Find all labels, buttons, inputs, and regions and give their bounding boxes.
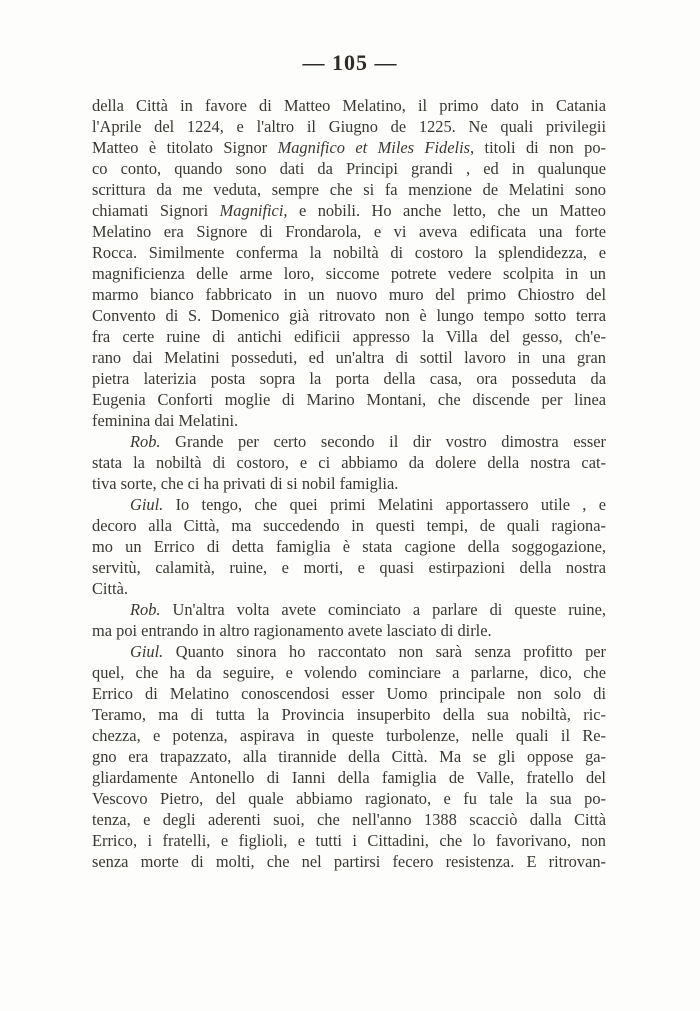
line-text: tiva sorte, che ci ha privati di si nobil famiglia. (92, 474, 399, 493)
line-text: decoro alla Città, ma succedendo in questi tempi, de quali ragiona- (92, 516, 606, 535)
line-text: gno era trapazzato, alla tirannide della Città. Ma se gli oppose ga- (92, 747, 606, 766)
line-text: co conto, quando sono dati da Principi grandi , ed in qualunque (92, 159, 606, 178)
text-line (92, 221, 606, 242)
text-line (92, 620, 606, 641)
text-line (92, 116, 606, 137)
line-text: , titoli di non po- (470, 138, 606, 157)
text-line (92, 158, 606, 179)
line-text: stata la nobiltà di costoro, e ci abbiamo da dolere della nostra cat- (92, 453, 606, 472)
italic-text: Magnifici (219, 201, 284, 220)
speaker-label: Rob. (130, 432, 161, 451)
line-text: Errico di Melatino conoscendosi esser Uomo principale non solo di (92, 684, 606, 703)
text-line (92, 704, 606, 725)
text-line (92, 788, 606, 809)
text-line (92, 578, 606, 599)
line-text: Eugenia Conforti moglie di Marino Montani, che discende per linea (92, 390, 606, 409)
text-line (92, 599, 606, 620)
speaker-label: Rob. (130, 600, 161, 619)
text-line (92, 746, 606, 767)
text-line (92, 641, 606, 662)
text-line (92, 95, 606, 116)
text-line (92, 851, 606, 872)
line-text: Vescovo Pietro, del quale abbiamo ragionato, e fu tale la sua po- (92, 789, 606, 808)
line-text: scrittura da me veduta, sempre che si fa menzione de Melatini sono (92, 180, 606, 199)
line-text: Io tengo, che quei primi Melatini apportassero utile , e (163, 495, 606, 514)
line-text: pietra laterizia posta sopra la porta della casa, ora posseduta da (92, 369, 606, 388)
line-text: Città. (92, 579, 128, 598)
text-line (92, 473, 606, 494)
text-line (92, 326, 606, 347)
text-line (92, 242, 606, 263)
text-line (92, 830, 606, 851)
line-text: mo un Errico di detta famiglia è stata cagione della soggogazione, (92, 537, 606, 556)
text-line (92, 536, 606, 557)
text-line (92, 305, 606, 326)
text-line (92, 368, 606, 389)
body-text (92, 95, 606, 872)
line-text: marmo bianco fabbricato in un nuovo muro del primo Chiostro del (92, 285, 606, 304)
text-line (92, 725, 606, 746)
line-text: rano dai Melatini posseduti, ed un'altra di sottil lavoro in una gran (92, 348, 606, 367)
line-text: Rocca. Similmente conferma la nobiltà di costoro la splendidezza, e (92, 243, 606, 262)
line-text: servitù, calamità, ruine, e morti, e quasi estirpazioni della nostra (92, 558, 606, 577)
line-text: chezza, e potenza, aspirava in queste turbolenze, nelle quali il Re- (92, 726, 606, 745)
line-text: Matteo è titolato Signor (92, 138, 278, 157)
text-line (92, 683, 606, 704)
line-text: , e nobili. Ho anche letto, che un Matteo (283, 201, 606, 220)
line-text: l'Aprile del 1224, e l'altro il Giugno de 1225. Ne quali privilegii (92, 117, 606, 136)
text-line (92, 284, 606, 305)
text-line (92, 515, 606, 536)
page-number: — 105 — (302, 50, 398, 75)
line-text: Un'altra volta avete cominciato a parlare di queste ruine, (160, 600, 606, 619)
text-line (92, 263, 606, 284)
text-line (92, 347, 606, 368)
text-line (92, 179, 606, 200)
line-text: ma poi entrando in altro ragionamento avete lasciato di dirle. (92, 621, 492, 640)
line-text: quel, che ha da seguire, e volendo cominciare a parlarne, dico, che (92, 663, 606, 682)
line-text: Quanto sinora ho raccontato non sarà senza profitto per (163, 642, 606, 661)
line-text: della Città in favore di Matteo Melatino, il primo dato in Catania (92, 96, 606, 115)
text-line (92, 389, 606, 410)
text-line (92, 767, 606, 788)
italic-text: Magnifico et Miles Fidelis (277, 138, 471, 157)
text-line (92, 200, 606, 221)
text-line (92, 557, 606, 578)
line-text: feminina dai Melatini. (92, 411, 239, 430)
text-line (92, 431, 606, 452)
text-line (92, 494, 606, 515)
speaker-label: Giul. (130, 495, 164, 514)
line-text: Grande per certo secondo il dir vostro dimostra esser (160, 432, 606, 451)
text-line (92, 137, 606, 158)
line-text: gliardamente Antonello di Ianni della famiglia de Valle, fratello del (92, 768, 606, 787)
text-line (92, 452, 606, 473)
line-text: chiamati Signori (92, 201, 220, 220)
line-text: fra certe ruine di antichi edificii appresso la Villa del gesso, ch'e- (92, 327, 606, 346)
line-text: Errico, i fratelli, e figlioli, e tutti i Cittadini, che lo favorivano, non (92, 831, 606, 850)
text-line (92, 809, 606, 830)
line-text: Convento di S. Domenico già ritrovato non è lungo tempo sotto terra (92, 306, 606, 325)
line-text: senza morte di molti, che nel partirsi fecero resistenza. E ritrovan- (92, 852, 606, 871)
speaker-label: Giul. (130, 642, 164, 661)
line-text: tenza, e degli aderenti suoi, che nell'anno 1388 scacciò dalla Città (92, 810, 606, 829)
text-line (92, 410, 606, 431)
text-line (92, 662, 606, 683)
line-text: magnificienza delle arme loro, siccome potrete vedere scolpita in un (92, 264, 606, 283)
line-text: Teramo, ma di tutta la Provincia insuperbito della sua nobiltà, ric- (92, 705, 606, 724)
line-text: Melatino era Signore di Frondarola, e vi aveva edificata una forte (92, 222, 606, 241)
